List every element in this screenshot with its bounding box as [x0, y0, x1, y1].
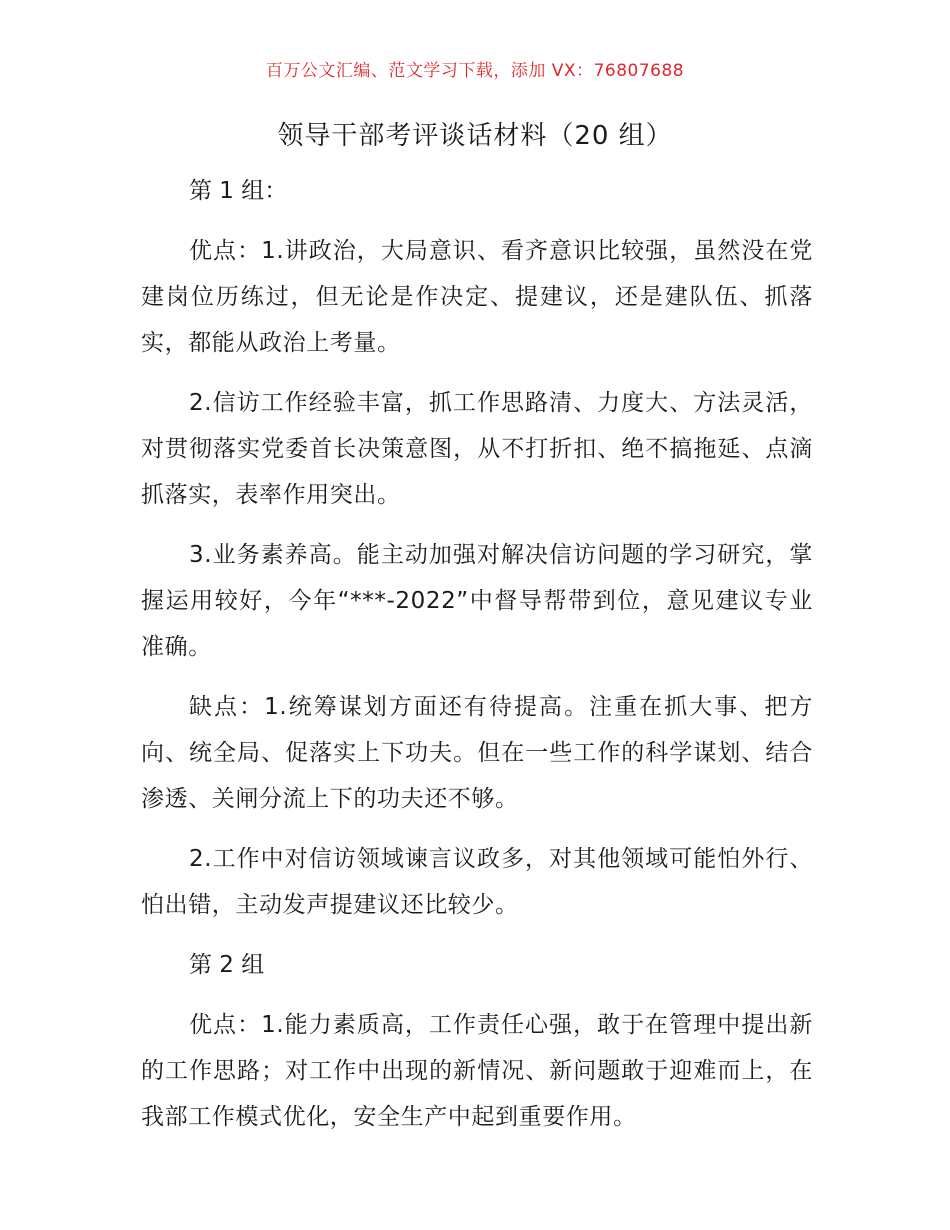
group-1-weakness-1: 缺点：1.统筹谋划方面还有待提高。注重在抓大事、把方向、统全局、促落实上下功夫。但在一些工作的科学谋划、结合渗透、关闸分流上下的功夫还不够。: [141, 694, 813, 812]
group-1-strength-3: 3.业务素养高。能主动加强对解决信访问题的学习研究，掌握运用较好，今年“***-2022”中督导帮带到位，意见建议专业准确。: [141, 542, 813, 660]
group-2-heading: 第 2 组: [189, 952, 265, 978]
group-1-strength-2: 2.信访工作经验丰富，抓工作思路清、力度大、方法灵活，对贯彻落实党委首长决策意图，从不打折扣、绝不搞拖延、点滴抓落实，表率作用突出。: [141, 390, 813, 508]
group-1-weakness-2: 2.工作中对信访领域谏言议政多，对其他领域可能怕外行、怕出错，主动发声提建议还比较少。: [141, 846, 813, 918]
watermark-header: 百万公文汇编、范文学习下载，添加 VX：76807688: [265, 61, 685, 81]
document-body: [141, 168, 813, 1154]
group-1-strength-1: 优点：1.讲政治，大局意识、看齐意识比较强，虽然没在党建岗位历练过，但无论是作决定、提建议，还是建队伍、抓落实，都能从政治上考量。: [141, 238, 813, 356]
document-title: 领导干部考评谈话材料（20 组）: [277, 121, 673, 151]
group-1-heading: 第 1 组：: [189, 178, 288, 204]
group-2-strength-1: 优点：1.能力素质高，工作责任心强，敢于在管理中提出新的工作思路；对工作中出现的新情况、新问题敢于迎难而上，在我部工作模式优化，安全生产中起到重要作用。: [141, 1012, 813, 1130]
